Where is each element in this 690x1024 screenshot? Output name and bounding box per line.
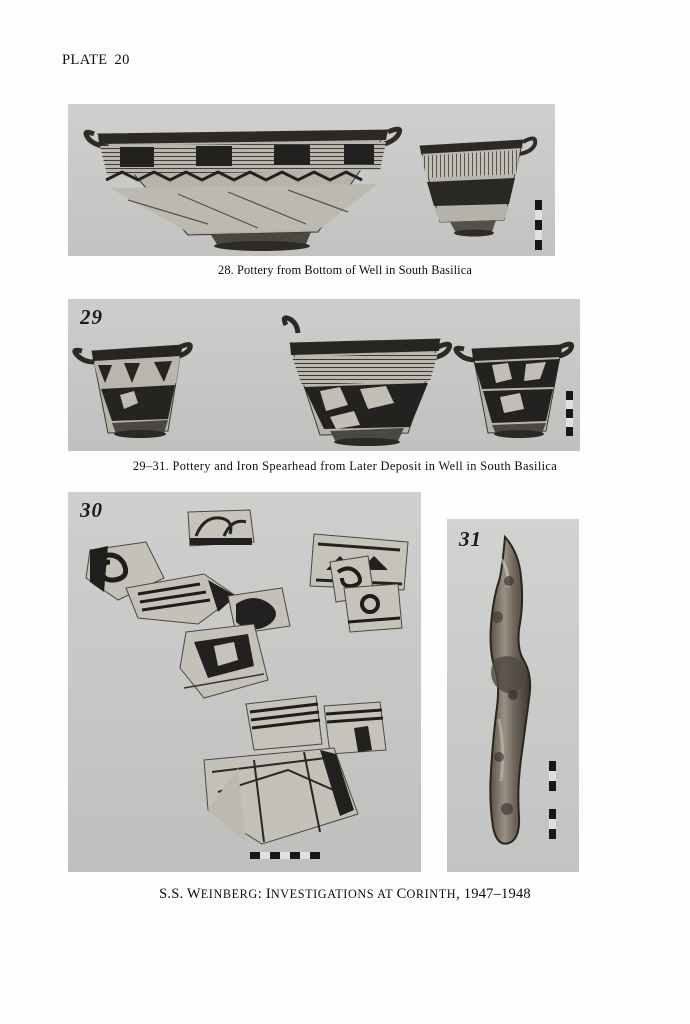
figure-30-number: 30 [80, 498, 103, 522]
footer-place-initial: C [396, 886, 407, 902]
plate-label-text: PLATE [62, 52, 108, 68]
figure-30-image [68, 492, 421, 872]
figure-30-artwork [68, 492, 421, 872]
figure-31-artwork [447, 519, 579, 872]
figure-28-image [68, 104, 555, 256]
figure-28-caption: 28. Pottery from Bottom of Well in South Basilica [218, 263, 472, 277]
plate-header [62, 52, 130, 69]
footer-author-initials: S.S. W [159, 886, 201, 902]
figure-29-artwork [68, 299, 580, 451]
footer-title: NVESTIGATIONS AT [270, 887, 397, 901]
scale-bar-29 [566, 391, 573, 436]
figure-28-artwork [68, 104, 555, 256]
footer-years: , 1947–1948 [456, 886, 531, 902]
figure-31-number: 31 [459, 527, 482, 551]
figure-29-number: 29 [80, 305, 103, 329]
footer-place: ORINTH [406, 887, 457, 901]
footer-author-name: EINBERG [200, 887, 258, 901]
footer-separator: : I [257, 886, 271, 902]
scale-bar-28 [535, 200, 542, 250]
scale-bar-30 [250, 852, 320, 859]
plate-number: 20 [114, 52, 130, 68]
figure-31-image [447, 519, 579, 872]
figure-29-image [68, 299, 580, 451]
plate-footer [0, 886, 690, 903]
figure-29-caption: 29–31. Pottery and Iron Spearhead from Later Deposit in Well in South Basilica [132, 459, 558, 473]
